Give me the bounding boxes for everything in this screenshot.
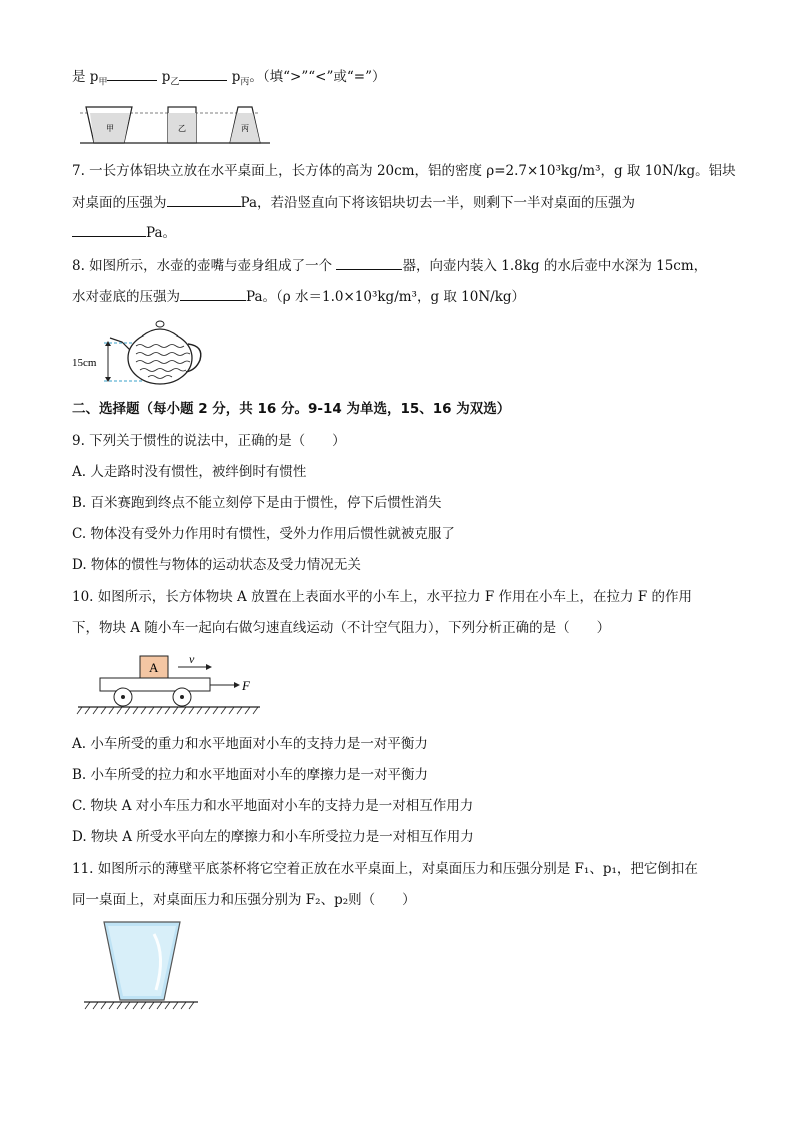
q11-line-1: 11. 如图所示的薄壁平底茶杯将它空着正放在水平桌面上，对桌面压力和压强分别是 F₁、p₁，把它倒扣在 [72,861,698,877]
q8-kettle-figure [70,314,210,389]
q9-option-d[interactable]: D. 物体的惯性与物体的运动状态及受力情况无关 [72,557,361,573]
q9-option-b[interactable]: B. 百米赛跑到终点不能立刻停下是由于惯性，停下后惯性消失 [72,495,442,511]
q10-option-a[interactable]: A. 小车所受的重力和水平地面对小车的支持力是一对平衡力 [72,736,428,752]
section-2-heading: 二、选择题（每小题 2 分，共 16 分。9-14 为单选，15、16 为双选） [72,401,511,417]
velocity-label: v [189,652,195,666]
kettle-knob [156,321,164,327]
q8-blank-2[interactable] [180,286,246,301]
q10-option-b[interactable]: B. 小车所受的拉力和水平地面对小车的摩擦力是一对平衡力 [72,767,429,783]
q6-answer-line: 是 $p_甲$ $p_乙$ $p_丙$。（填“>”“<”或“=”） [72,66,386,93]
q10-cart-figure [74,650,264,718]
kettle-lid [142,329,178,336]
q8-line-1: 8. 如图所示，水壶的壶嘴与壶身组成了一个 器，向壶内装入 1.8kg 的水后壶中水深为 15cm， [72,255,707,276]
label-bing: 丙 [241,124,249,133]
q10-option-d[interactable]: D. 物块 A 所受水平向左的摩擦力和小车所受拉力是一对相互作用力 [72,829,474,845]
q10-option-c[interactable]: C. 物块 A 对小车压力和水平地面对小车的支持力是一对相互作用力 [72,798,474,814]
q7-blank-1[interactable] [167,192,241,207]
cart-body [100,678,210,691]
q6-blank-1[interactable] [107,66,157,81]
q7-blank-2[interactable] [72,222,146,237]
q8-line-2: 水对壶底的压强为 Pa。（ρ 水＝1.0×10³kg/m³，g 取 10N/kg） [72,286,525,307]
q6-containers-figure [80,95,270,150]
depth-label: 15cm [72,357,97,369]
q11-line-2: 同一桌面上，对桌面压力和压强分别为 F₂、p₂则（ ） [72,892,416,908]
q6-blank-2[interactable] [179,66,227,81]
q9-stem: 9. 下列关于惯性的说法中，正确的是（ ） [72,433,346,449]
label-jia: 甲 [106,124,114,133]
q7-line-3: Pa。 [72,222,176,243]
force-label: F [242,678,250,693]
q9-option-a[interactable]: A. 人走路时没有惯性，被绊倒时有惯性 [72,464,307,480]
q10-line-1: 10. 如图所示，长方体物块 A 放置在上表面水平的小车上，水平拉力 F 作用在小车上，在拉力 F 的作用 [72,589,692,605]
block-a-label: A [149,660,159,675]
q11-cup-figure [84,916,204,1016]
q7-line-2: 对桌面的压强为 Pa，若沿竖直向下将该铝块切去一半，则剩下一半对桌面的压强为 [72,192,635,213]
label-yi: 乙 [178,124,186,133]
q7-line-1: 7. 一长方体铝块立放在水平桌面上，长方体的高为 20cm，铝的密度 ρ=2.7×10³kg/m³，g 取 10N/kg。铝块 [72,163,736,179]
q8-blank-1[interactable] [336,255,402,270]
q10-line-2: 下，物块 A 随小车一起向右做匀速直线运动（不计空气阻力），下列分析正确的是（ ） [72,620,611,636]
q9-option-c[interactable]: C. 物体没有受外力作用时有惯性，受外力作用后惯性就被克服了 [72,526,455,542]
